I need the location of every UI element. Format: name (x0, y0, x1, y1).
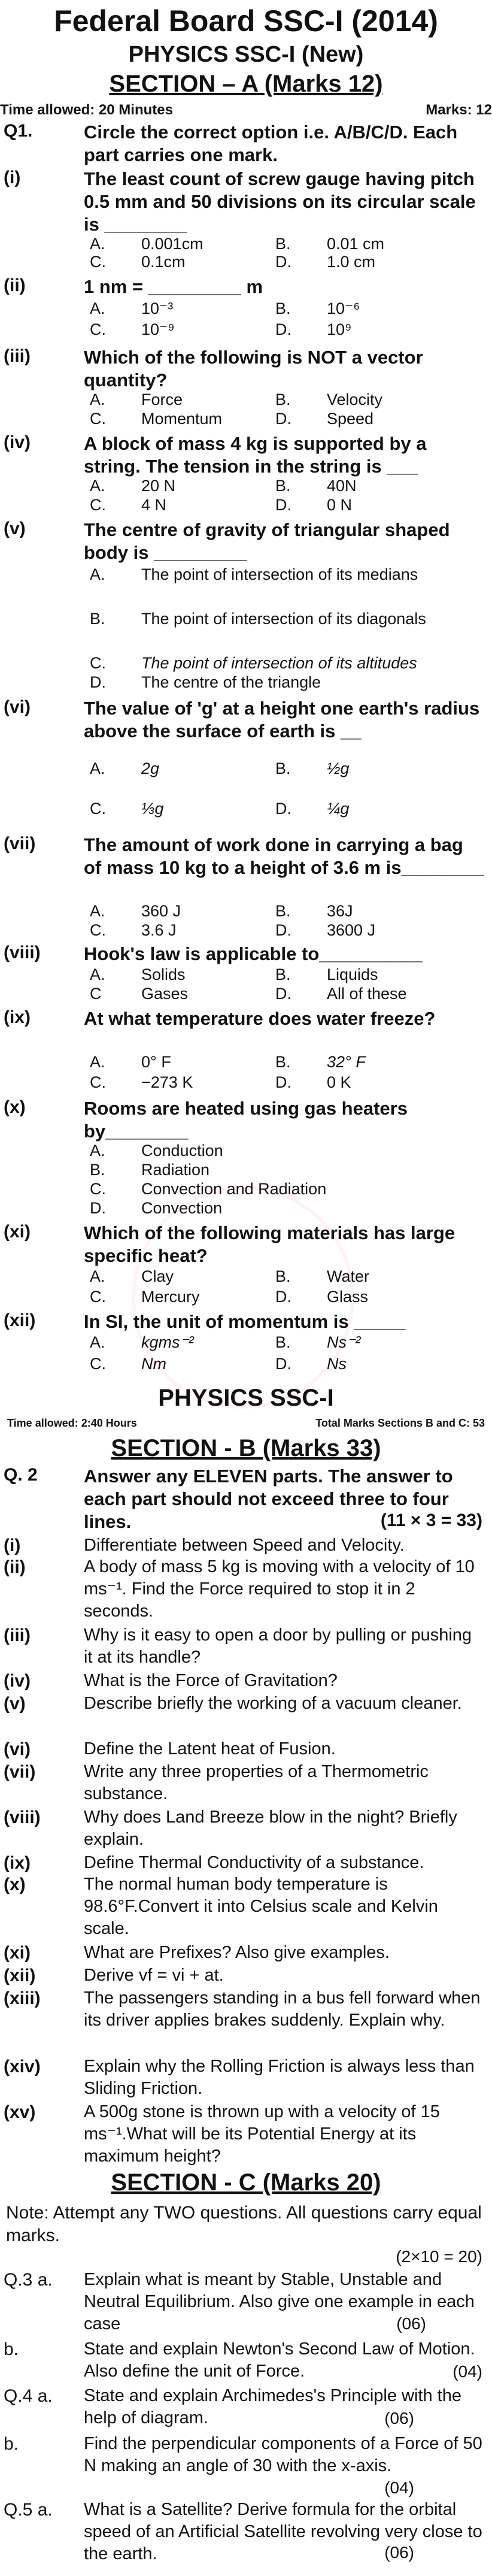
option-d: D. 10⁹ (275, 320, 352, 338)
item-text: A 500g stone is thrown up with a velocity of 15 ms⁻¹.What will be its Potential Energy at its maximum height? (84, 2102, 440, 2166)
option-b: B. ½g (275, 759, 350, 777)
total-marks-2: Total Marks Sections B and C: 53 (315, 1417, 485, 1429)
option-b: B. 0.01 cm (275, 235, 385, 253)
mcq-question: The amount of work done in carrying a bag of mass 10 kg to a height of 3.6 m is________ (84, 834, 484, 878)
option-c: C. 3.6 J (90, 921, 177, 939)
item-number: (v) (4, 1694, 26, 1714)
mcq-question: Which of the following is NOT a vector quantity? (84, 347, 423, 391)
item-number: (x) (4, 1875, 26, 1894)
option-d: D. The centre of the triangle (90, 673, 321, 691)
option-c: C. Momentum (90, 410, 223, 428)
q-marks: (04) (452, 2362, 482, 2381)
option-c: C. Convection and Radiation (90, 1180, 327, 1198)
item-number: (viii) (4, 1808, 41, 1827)
item-text: The passengers standing in a bus fell forward when its driver applies brakes suddenly. Explain why. (84, 1988, 481, 2030)
item-number: (iii) (4, 1625, 31, 1645)
option-c: C. −273 K (90, 1073, 193, 1091)
item-number: (xiv) (4, 2057, 41, 2076)
q-text: What is a Satellite? Derive formula for the orbital speed of an Artificial Satellite revolving very close to the earth. (84, 2500, 482, 2563)
mcq-question: Hook's law is applicable to__________ (84, 943, 423, 964)
paper-title: Federal Board SSC-I (2014) (54, 4, 438, 38)
section-c-title: SECTION - C (Marks 20) (111, 2169, 381, 2196)
option-d: D. Glass (275, 1288, 369, 1306)
item-text: Define the Latent heat of Fusion. (84, 1739, 336, 1758)
part2-meta (0, 1417, 492, 1433)
option-b: B. 32° F (275, 1053, 366, 1071)
q-text: Explain what is meant by Stable, Unstable and Neutral Equilibrium. Also give one example in each case (84, 2270, 475, 2333)
item-number: (vii) (4, 1762, 36, 1782)
item-text: Describe briefly the working of a vacuum cleaner. (84, 1694, 462, 1713)
option-b: B. 36J (275, 902, 353, 920)
option-c: C. 0.1cm (90, 253, 186, 271)
mcq-number: (vi) (4, 697, 31, 717)
mcq-number: (i) (4, 168, 21, 187)
item-text: Why does Land Breeze blow in the night? Briefly explain. (84, 1808, 457, 1849)
q-marks: (06) (384, 2409, 414, 2427)
option-c: C Gases (90, 985, 189, 1003)
item-text: The normal human body temperature is 98.6°F.Convert it into Celsius scale and Kelvin scale. (84, 1875, 438, 1938)
option-d: D. 3600 J (275, 921, 376, 939)
item-number: (xii) (4, 1966, 36, 1985)
section-a-title: SECTION – A (Marks 12) (109, 71, 383, 97)
option-d: D. 0 K (275, 1073, 351, 1091)
mcq-question: The value of 'g' at a height one earth's radius above the surface of earth is __ (84, 698, 480, 741)
section-c-note: Note: Attempt any TWO questions. All questions carry equal marks. (6, 2203, 482, 2245)
section-a-meta (0, 102, 492, 120)
item-number: (xiii) (4, 1988, 41, 2008)
option-a: A. 10⁻³ (90, 299, 174, 317)
mcq-number: (xi) (4, 1222, 31, 1242)
mcq-number: (iii) (4, 346, 31, 366)
item-number: (xv) (4, 2102, 36, 2122)
item-text: Derive vf = vi + at. (84, 1966, 224, 1985)
item-number: (i) (4, 1536, 21, 1555)
option-a: A. 20 N (90, 477, 176, 495)
section-c-marks: (2×10 = 20) (396, 2247, 482, 2266)
mcq-number: (v) (4, 519, 26, 538)
mcq-number: (viii) (4, 943, 41, 962)
item-number: (xi) (4, 1943, 31, 1963)
option-c: C. ⅓g (90, 800, 164, 818)
option-b: B. Water (275, 1267, 370, 1285)
mcq-question: At what temperature does water freeze? (84, 1008, 436, 1029)
q-number: Q.3 a. (4, 2270, 53, 2290)
option-a: A. 0° F (90, 1053, 171, 1071)
option-b: B. Velocity (275, 391, 383, 408)
mcq-number: (vii) (4, 834, 36, 853)
mcq-question: In SI, the unit of momentum is _____ (84, 1311, 406, 1332)
item-text: What are Prefixes? Also give examples. (84, 1943, 390, 1962)
mcq-question: A block of mass 4 kg is supported by a string. The tension in the string is ___ (84, 433, 427, 477)
option-d: D. Convection (90, 1199, 223, 1217)
paper-subtitle: PHYSICS SSC-I (New) (128, 42, 364, 67)
option-d: D. ¼g (275, 800, 350, 818)
option-d: D. All of these (275, 985, 407, 1003)
option-c: C. Mercury (90, 1288, 200, 1306)
option-d: D. 0 N (275, 496, 353, 514)
q2-instructions: Answer any ELEVEN parts. The answer to each part should not exceed three to four lines. (84, 1466, 453, 1532)
item-number: (vi) (4, 1739, 31, 1759)
q-number: b. (4, 2339, 19, 2359)
q1-number: Q1. (4, 121, 33, 141)
q-marks: (06) (384, 2543, 414, 2562)
item-text: What is the Force of Gravitation? (84, 1671, 338, 1690)
item-number: (ii) (4, 1557, 26, 1577)
option-a: A. Solids (90, 965, 186, 983)
q-number: Q.4 a. (4, 2386, 53, 2406)
option-a: A. Force (90, 391, 183, 408)
option-c: C. The point of intersection of its altitudes (90, 654, 417, 672)
option-a: A. Clay (90, 1267, 174, 1285)
mcq-number: (iv) (4, 432, 31, 452)
marks-total: Marks: 12 (426, 102, 492, 118)
item-text: Explain why the Rolling Friction is always less than Sliding Friction. (84, 2057, 475, 2098)
mcq-question: The least count of screw gauge having pitch 0.5 mm and 50 divisions on its circular scale is ________ (84, 168, 476, 235)
option-a: A. 0.001cm (90, 235, 204, 253)
option-d: D. Speed (275, 410, 374, 428)
time-allowed-2: Time allowed: 2:40 Hours (7, 1417, 137, 1429)
mcq-question: 1 nm = _________ m (84, 276, 263, 297)
q-text: State and explain Archimedes's Principle with the help of diagram. (84, 2386, 461, 2427)
option-a: A. The point of intersection of its medians (90, 565, 418, 583)
option-a: A. Conduction (90, 1142, 223, 1160)
mcq-question: Which of the following materials has large specific heat? (84, 1222, 455, 1266)
q-text: Find the perpendicular components of a Force of 50 N making an angle of 30 with the x-axis. (84, 2434, 482, 2475)
option-d: D. 1.0 cm (275, 253, 376, 271)
item-text: Write any three properties of a Thermometric substance. (84, 1762, 429, 1803)
option-b: B. Liquids (275, 965, 378, 983)
item-text: Why is it easy to open a door by pulling or pushing it at its handle? (84, 1625, 472, 1667)
item-number: (iv) (4, 1671, 31, 1691)
option-b: B. Radiation (90, 1161, 210, 1179)
option-b: B. 10⁻⁶ (275, 299, 360, 317)
option-b: B. 40N (275, 477, 357, 495)
item-number: (ix) (4, 1853, 31, 1873)
mcq-number: (x) (4, 1097, 26, 1117)
item-text: A body of mass 5 kg is moving with a velocity of 10 ms⁻¹. Find the Force required to stop it in 2 seconds. (84, 1557, 475, 1621)
option-a: A. 360 J (90, 902, 181, 920)
q-text: State and explain Newton's Second Law of Motion. Also define the unit of Force. (84, 2339, 475, 2381)
time-allowed: Time allowed: 20 Minutes (0, 102, 173, 118)
q2-number: Q. 2 (4, 1465, 38, 1485)
item-text: Define Thermal Conductivity of a substance. (84, 1853, 424, 1872)
q-marks: (06) (396, 2314, 426, 2333)
mcq-question: Rooms are heated using gas heaters by________ (84, 1098, 408, 1142)
option-c: C. Nm (90, 1355, 166, 1373)
section-b-title: SECTION - B (Marks 33) (111, 1435, 381, 1461)
option-b: B. The point of intersection of its diagonals (90, 610, 426, 628)
q-number: b. (4, 2434, 19, 2454)
q-marks: (04) (384, 2478, 414, 2497)
option-b: B. Ns⁻² (275, 1333, 361, 1351)
option-c: C. 4 N (90, 496, 167, 514)
q2-marks: (11 × 3 = 33) (380, 1511, 482, 1530)
q-number: Q.5 a. (4, 2500, 53, 2520)
option-a: A. 2g (90, 759, 160, 777)
mcq-number: (ix) (4, 1007, 31, 1027)
mcq-number: (ii) (4, 276, 26, 295)
option-d: D. Ns (275, 1355, 347, 1373)
option-a: A. kgms⁻² (90, 1333, 194, 1351)
option-c: C. 10⁻⁹ (90, 320, 175, 338)
q1-instructions: Circle the correct option i.e. A/B/C/D. Each part carries one mark. (84, 122, 458, 165)
part2-title: PHYSICS SSC-I (158, 1385, 334, 1411)
item-text: Differentiate between Speed and Velocity. (84, 1536, 405, 1555)
mcq-number: (xii) (4, 1310, 36, 1330)
mcq-question: The centre of gravity of triangular shaped body is _________ (84, 519, 450, 563)
